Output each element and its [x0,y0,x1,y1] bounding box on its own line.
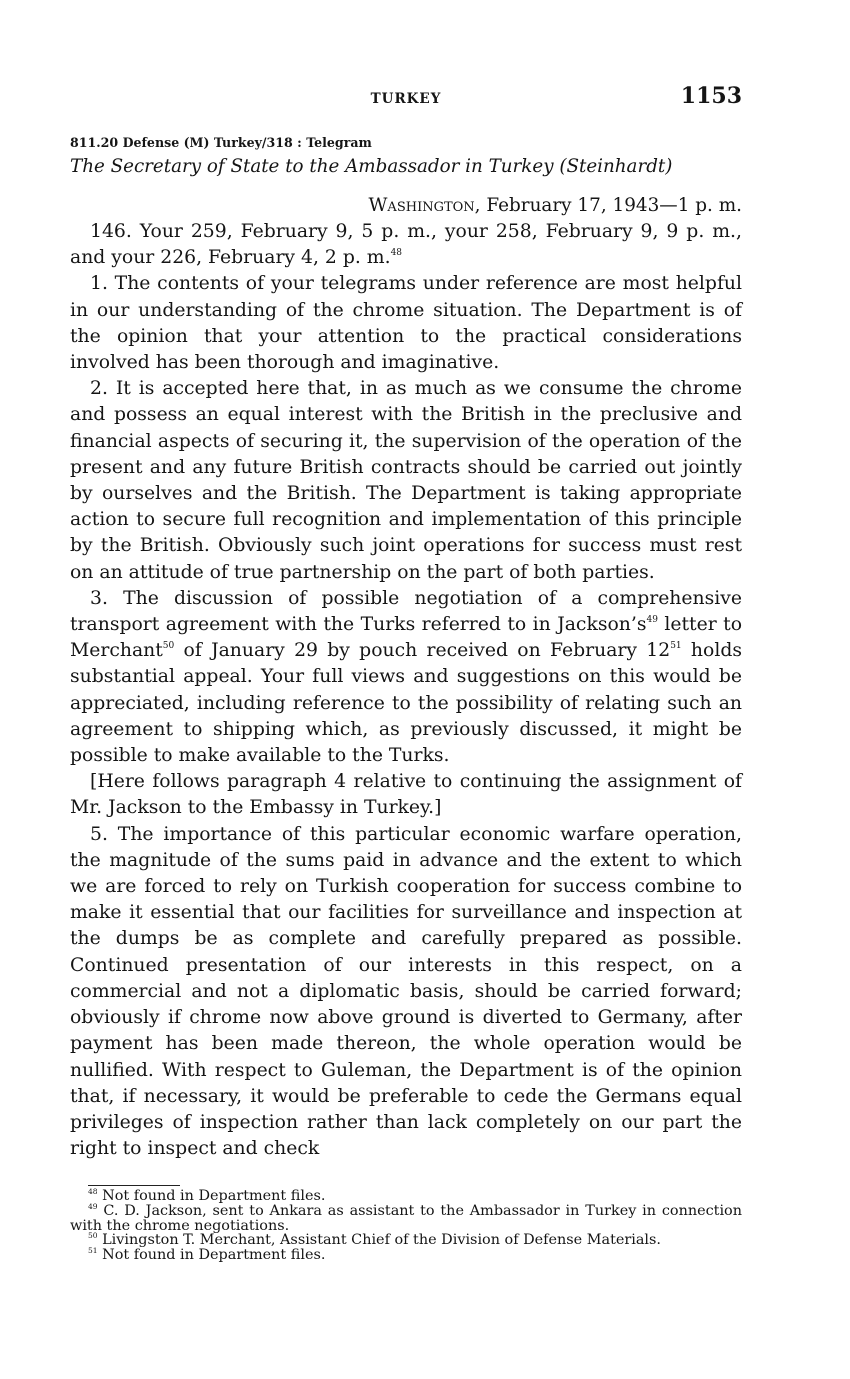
running-title: TURKEY [370,91,442,107]
paragraph-3-part: holds substantial appeal. Your full views and suggestions on this would be appreciated, including reference to the possibility of relating such an agreement to shipping which, as previously discussed, it might be possible to make available to the Turks. [70,640,743,767]
paragraph-4-editorial-note: [Here follows paragraph 4 relative to continuing the assignment of Mr. Jackson to the Embassy in Turkey.] [70,771,742,819]
footnote [70,1233,742,1248]
footnote-marker: 48 [390,248,403,259]
footnote-marker: 51 [670,641,682,652]
paragraph-5: 5. The importance of this particular economic warfare operation, the magnitude of the sums paid in advance and the extent to which we are forced to rely on Turkish cooperation for success combine to make it essential that our facilities for surveillance and inspection at the dumps be as complete and carefully prepared as possible. Continued presentation of our interests in this respect, on a commercial and not a diplomatic basis, should be carried forward; obviously if chrome now above ground is diverted to Germany, after payment has been made thereon, the whole operation would be nullified. With respect to Guleman, the Department is of the opinion that, if necessary, it would be preferable to cede the Germans equal privileges of inspection rather than lack completely on our part the right to inspect and check [70,823,742,1160]
paragraph-3-part: 3. The discussion of possible negotiation of a comprehensive transport agreement with the Turks referred to in Jackson’s [70,587,742,636]
footnote-mark: 49 [88,1201,98,1211]
paragraph-3 [70,586,742,769]
document-heading: The Secretary of State to the Ambassador in Turkey (Steinhardt) [70,156,673,177]
page-number: 1153 [680,83,742,109]
footnote [70,1189,742,1204]
footnote-text: Not found in Department files. [102,1246,326,1263]
file-reference: 811.20 Defense (M) Turkey/318 : Telegram [70,135,372,150]
telegram-body [70,219,742,1162]
paragraph-2: 2. It is accepted here that, in as much as we consume the chrome and possess an equal interest with the British in the preclusive and financial aspects of securing it, the supervision of the operation of the present and any future British contracts should be carried out jointly by ourselves and the British. The Department is taking appropriate action to secure full recognition and implementation of this principle by the British. Obviously such joint operations for success must rest on an attitude of true partnership on the part of both parties. [70,378,742,583]
footnote-marker: 49 [646,614,658,625]
footnote-text: C. D. Jackson, sent to Ankara as assistant to the Ambassador in Turkey in connection with the chrome negotiations. [70,1202,742,1234]
footnote-text: Livingston T. Merchant, Assistant Chief of the Division of Defense Materials. [102,1232,661,1249]
footnote-marker: 50 [162,641,175,652]
document-page [70,80,742,1262]
page-header [70,80,742,114]
footnote-mark: 51 [88,1245,98,1255]
footnotes [70,1189,742,1262]
paragraph-reference [70,219,742,271]
footnote-mark: 48 [88,1187,98,1197]
paragraph-reference-text: 146. Your 259, February 9, 5 p. m., your 258, February 9, 9 p. m., and your 226, February 4, 2 p. m. [70,221,742,269]
footnote [70,1245,742,1263]
paragraph-3-part: letter to Merchant [70,614,742,662]
footnote-text: Not found in Department files. [102,1188,326,1205]
footnote-divider [88,1185,180,1186]
dateline-date: February 17, 1943—1 p. m. [486,195,742,216]
paragraph-1: 1. The contents of your telegrams under reference are most helpful in our understanding of the chrome situation. The Department is of the opinion that your attention to the practical considerations involved has been thorough and imaginative. [70,273,742,374]
dateline [70,193,742,219]
dateline-place: Washington, [368,195,481,216]
paragraph-3-part: of January 29 by pouch received on February 12 [174,640,671,662]
footnote [70,1201,742,1234]
footnote-mark: 50 [88,1231,98,1241]
